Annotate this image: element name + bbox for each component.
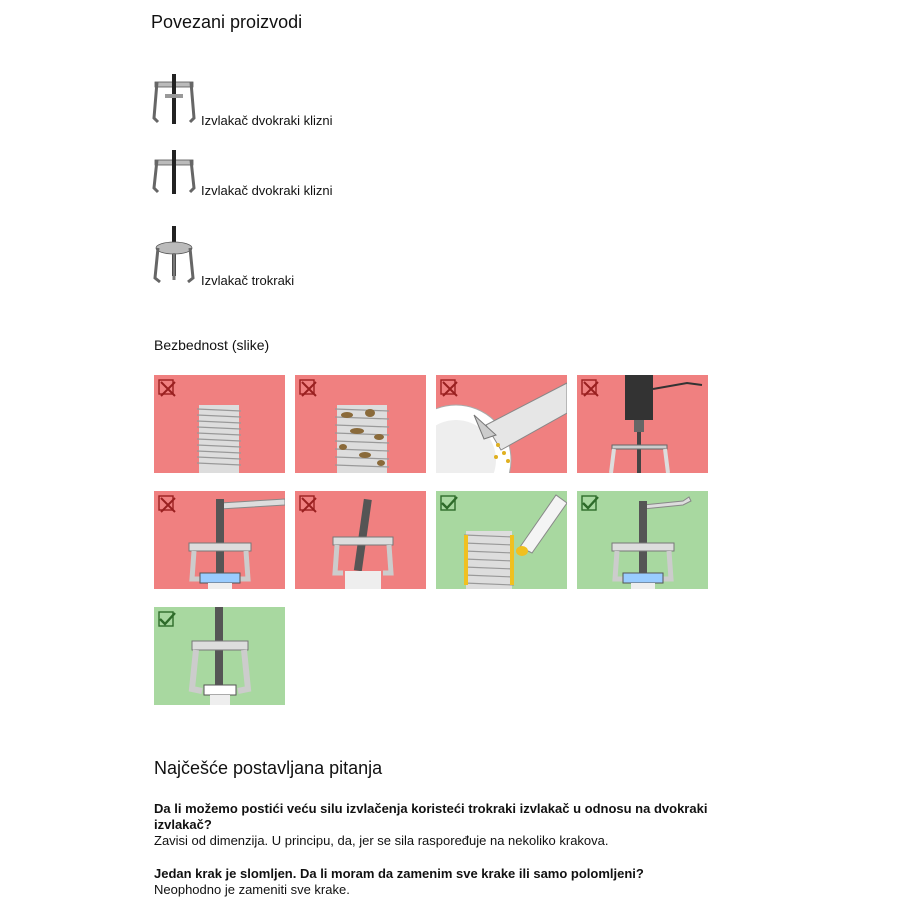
cross-mark-icon (441, 380, 457, 396)
cross-mark-icon (300, 496, 316, 512)
faq-question: Da li možemo postići veću silu izvlačenja koristeći trokraki izvlakač u odnosu na dvokraki izvlakač? (154, 801, 708, 832)
related-product-1[interactable] (151, 74, 333, 126)
grinder-icon (436, 383, 567, 473)
faq-answer: Neophodno je zameniti sve krake. (154, 882, 350, 897)
faq-item (154, 801, 754, 849)
faq-answer: Zavisi od dimenzija. U principu, da, jer se sila raspoređuje na nekoliko krakova. (154, 833, 609, 848)
safety-tile-good (154, 607, 285, 705)
check-mark-icon (159, 612, 175, 626)
related-products-title: Povezani proizvodi (151, 12, 303, 32)
safety-tile-bad (295, 491, 426, 589)
safety-tile-bad (436, 375, 567, 473)
safety-tile-good (436, 491, 567, 589)
product-label[interactable]: Izvlakač trokraki (201, 273, 295, 288)
safety-tile-bad (154, 375, 285, 473)
two-arm-sliding-puller-icon (151, 150, 197, 196)
safety-title: Bezbednost (slike) (154, 337, 270, 353)
cross-mark-icon (582, 380, 598, 396)
check-mark-icon (582, 496, 598, 510)
safety-tile-bad (295, 375, 426, 473)
safety-tile-good (577, 491, 708, 589)
safety-tile-bad (577, 375, 708, 473)
related-product-3[interactable] (151, 226, 294, 286)
faq-item (154, 866, 754, 898)
faq-question: Jedan krak je slomljen. Da li moram da zamenim sve krake ili samo polomljeni? (154, 866, 644, 881)
three-arm-puller-icon (151, 226, 197, 286)
thread-icon (197, 405, 241, 473)
product-label[interactable]: Izvlakač dvokraki klizni (201, 113, 333, 128)
related-product-2[interactable] (151, 150, 333, 196)
cross-mark-icon (300, 380, 316, 396)
cross-mark-icon (159, 380, 175, 396)
product-label[interactable]: Izvlakač dvokraki klizni (201, 183, 333, 198)
puller-wrench-icon (612, 497, 691, 589)
cross-mark-icon (159, 496, 175, 512)
check-mark-icon (441, 496, 457, 510)
safety-tile-bad (154, 491, 285, 589)
faq-title: Najčešće postavljana pitanja (154, 758, 383, 778)
lubricate-thread-icon (464, 495, 567, 589)
puller-wrench-icon (189, 499, 285, 589)
two-arm-sliding-puller-icon (151, 74, 197, 126)
puller-tilted-icon (333, 499, 393, 589)
puller-correct-icon (192, 607, 248, 705)
impact-wrench-icon (611, 375, 702, 473)
dirty-thread-icon (335, 405, 389, 473)
